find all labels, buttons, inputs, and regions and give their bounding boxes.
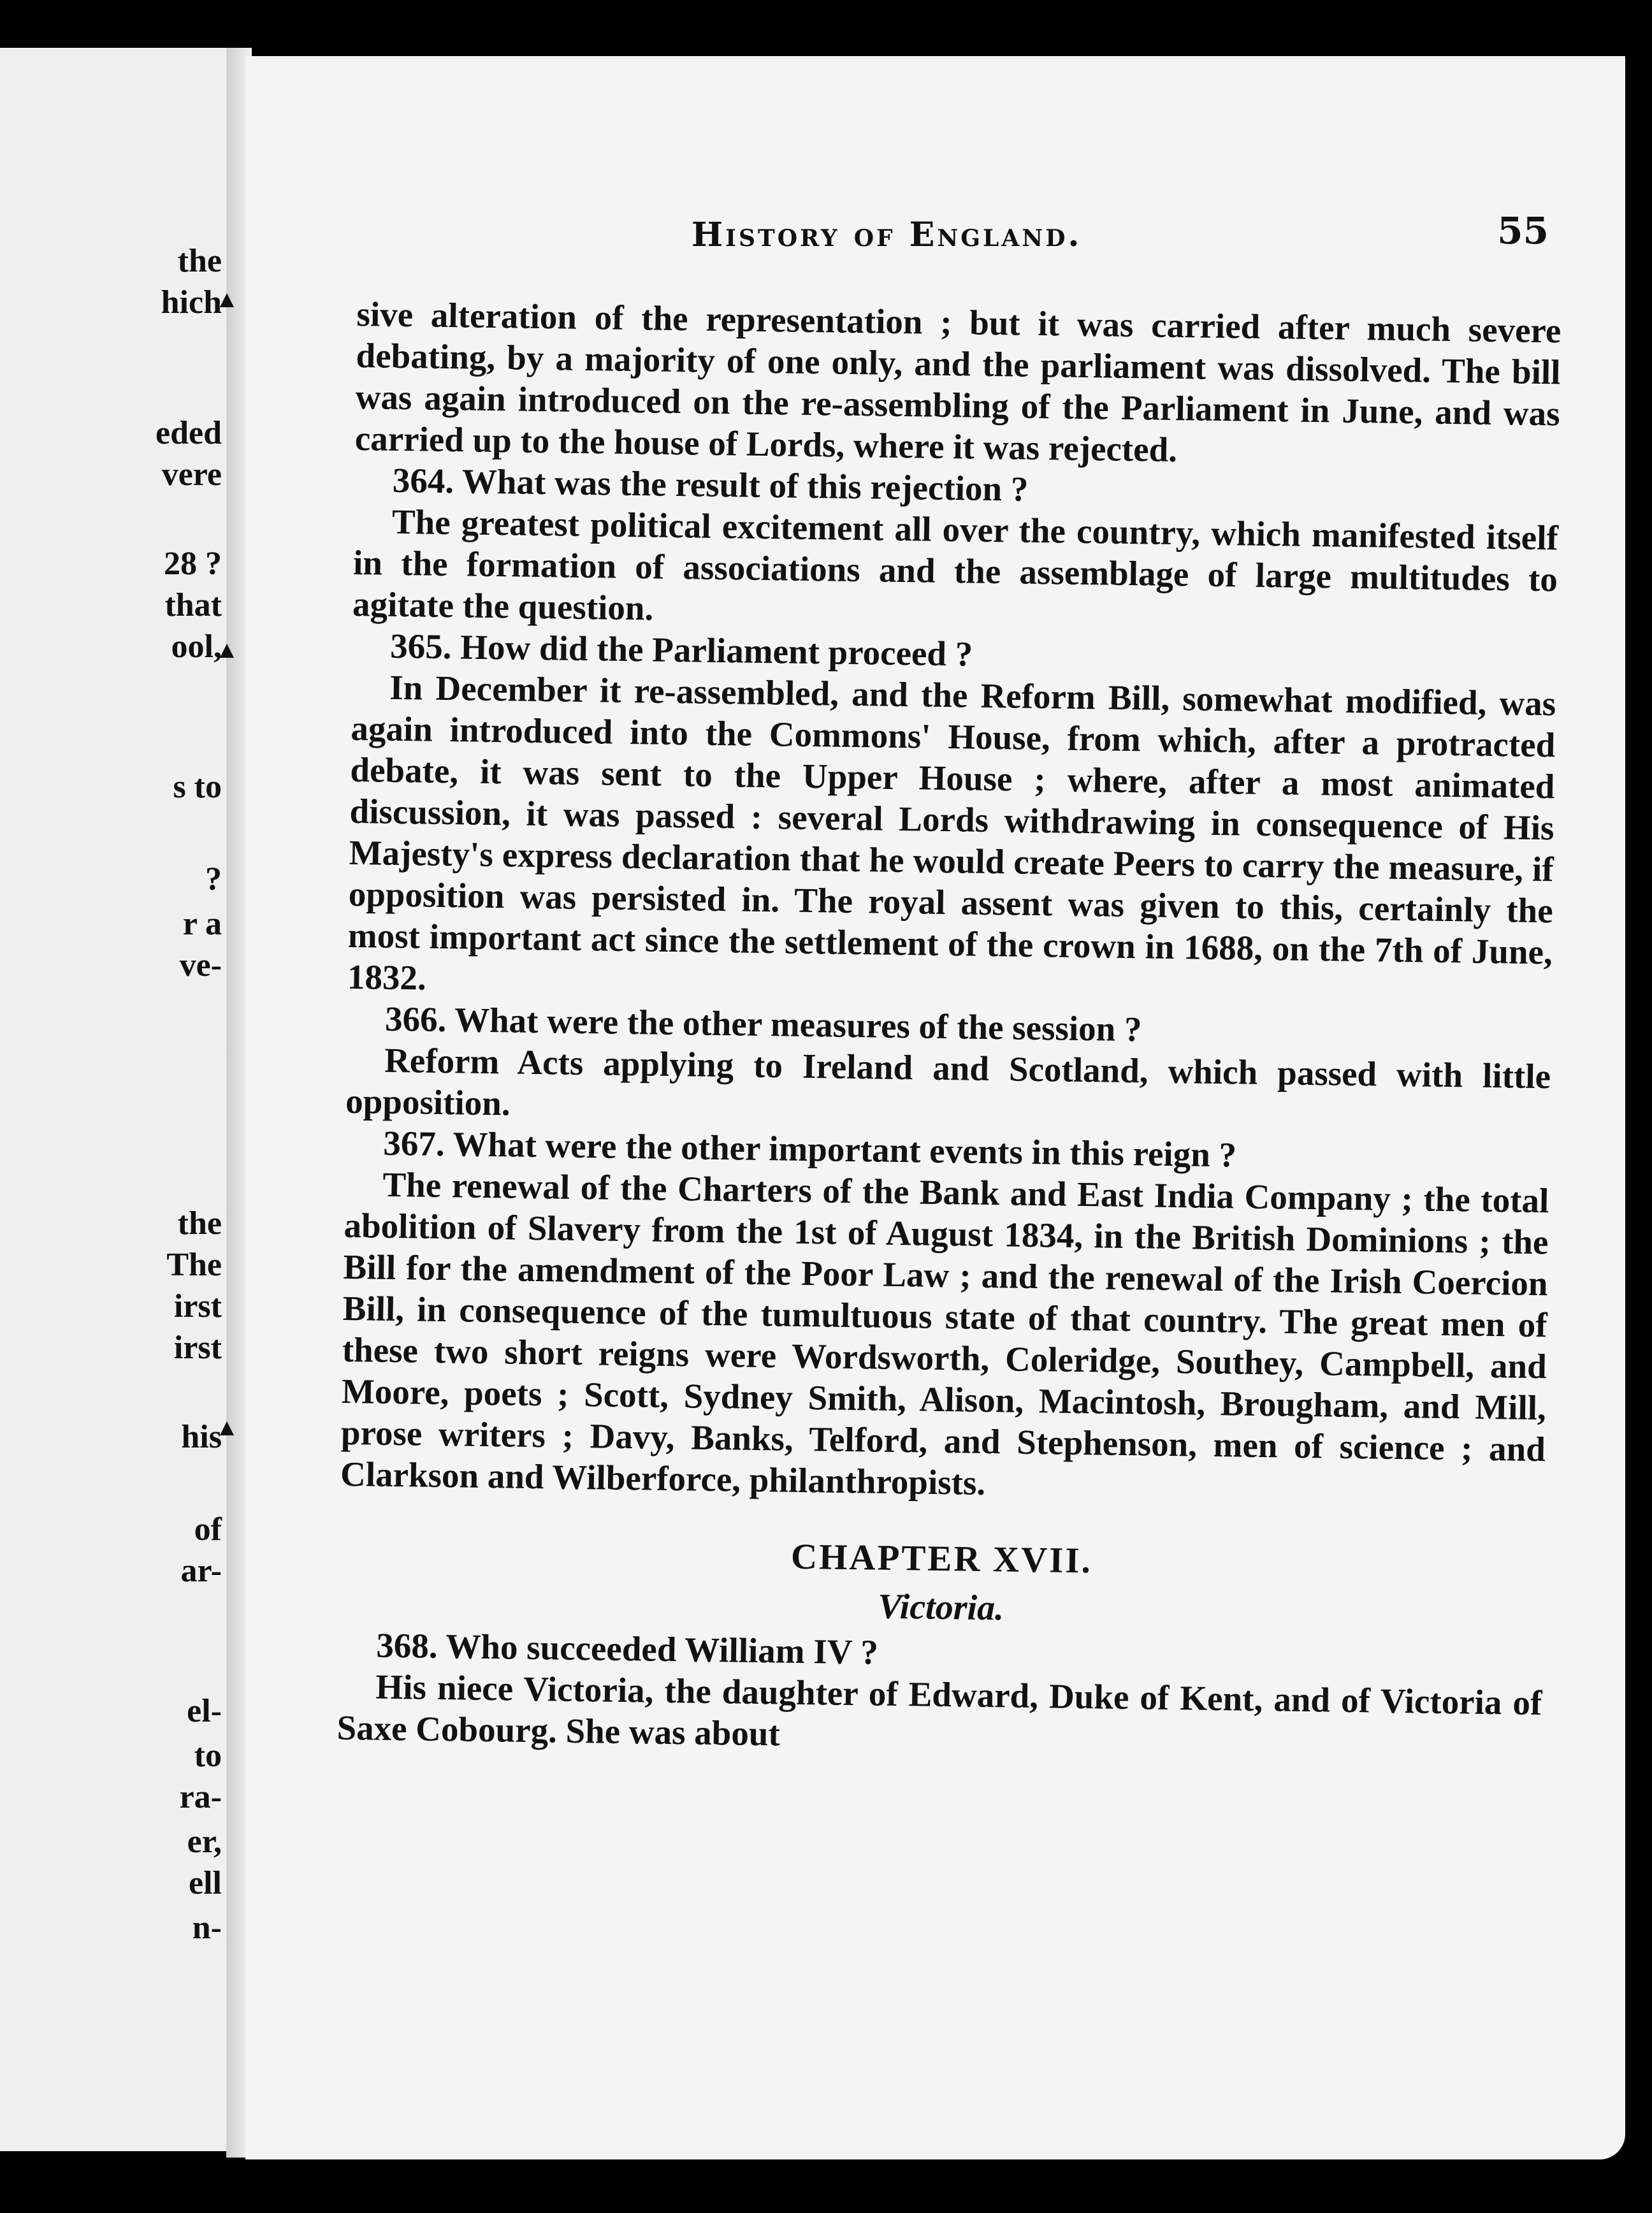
left-page-fragment: of	[194, 1511, 222, 1548]
answer-366: Reform Acts applying to Ireland and Scotland, which passed with little opposition.	[345, 1040, 1551, 1123]
running-head: History of England.	[692, 215, 1082, 254]
left-page-fragment: 28 ?	[164, 546, 222, 582]
left-page	[0, 48, 231, 2151]
question-365: 365. How did the Parliament proceed ?	[389, 626, 973, 674]
left-page-fragment: n-	[192, 1910, 222, 1946]
left-page-fragment: ool,	[171, 628, 222, 665]
binding-mark	[220, 644, 234, 658]
left-page-fragment: the	[177, 243, 222, 279]
answer-365: In December it re-assembled, and the Reform Bill, somewhat modified, was again introduced into the Commons' House, from which, after a protracted debate, it was sent to the Upper House ; where, after a most animated discussion, it was passed : several Lords withdrawing in consequence of His Majesty's express declaration that he would create Peers to carry the measure, if opposition was persisted in. The royal assent was given to this, certainly the most important act since the settlement of the crown in 1688, on the 7th of June, 1832.	[347, 667, 1556, 998]
page-number: 55	[1497, 209, 1549, 252]
left-page-fragment: that	[164, 587, 222, 623]
left-page-fragment: The	[166, 1247, 222, 1283]
answer-364: The greatest political excitement all over the country, which manifested itself in the formation of associations and the assemblage of large multitudes to agitate the question.	[352, 502, 1559, 628]
left-page-fragment: the	[177, 1205, 222, 1242]
chapter-heading: CHAPTER XVII.	[790, 1536, 1093, 1581]
left-page-fragment: er,	[187, 1824, 222, 1860]
binding-mark	[220, 293, 234, 307]
left-page-fragment: ra-	[179, 1779, 222, 1815]
chapter-subtitle: Victoria.	[878, 1586, 1004, 1629]
left-page-fragment: ?	[205, 861, 222, 897]
left-page-fragment: s to	[173, 769, 222, 805]
left-page-fragment: irst	[173, 1288, 222, 1324]
left-page-fragment: ell	[189, 1865, 222, 1901]
question-368: 368. Who succeeded William IV ?	[375, 1625, 879, 1672]
answer-368: His niece Victoria, the daughter of Edward, Duke of Kent, and of Victoria of Saxe Cobourg. She was about	[337, 1667, 1542, 1753]
left-page-fragment: r a	[182, 906, 222, 942]
paragraph-continued: sive alteration of the representation ; but it was carried after much severe debating, by a majority of one only, and the parliament was dissolved. The bill was again introduced on the re-assembling of the Parliament in June, and was carried up to the house of Lords, where it was rejected.	[354, 294, 1561, 469]
left-page-fragment: to	[194, 1738, 222, 1774]
left-page-fragment: hich	[161, 284, 222, 321]
question-366: 366. What were the other measures of the session ?	[384, 999, 1142, 1049]
left-page-fragment: el-	[187, 1693, 222, 1729]
question-364: 364. What was the result of this rejection ?	[392, 460, 1029, 509]
right-page	[245, 56, 1625, 2159]
question-367: 367. What were the other important events in this reign ?	[382, 1123, 1237, 1175]
left-page-fragment: vere	[161, 456, 222, 493]
binding-mark	[220, 1421, 234, 1435]
left-page-fragment: eded	[156, 415, 222, 451]
left-page-fragment: his	[181, 1419, 222, 1455]
left-page-fragment: ve-	[179, 947, 222, 983]
answer-367: The renewal of the Charters of the Bank and East India Company ; the total abolition of Slavery from the 1st of August 1834, in the British Dominions ; the Bill for the amendment of the Poor Law ; and the renewal of the Irish Coercion Bill, in consequence of the tumultuous state of that country. The great men of these two short reigns were Wordsworth, Coleridge, Southey, Campbell, and Moore, poets ; Scott, Sydney Smith, Alison, Macintosh, Brougham, and Mill, prose writers ; Davy, Banks, Telford, and Stephenson, men of science ; and Clarkson and Wilberforce, philanthropists.	[340, 1165, 1549, 1502]
left-page-fragment: ar-	[180, 1553, 222, 1589]
page-body	[337, 293, 1561, 1765]
left-page-fragment: irst	[173, 1330, 222, 1366]
